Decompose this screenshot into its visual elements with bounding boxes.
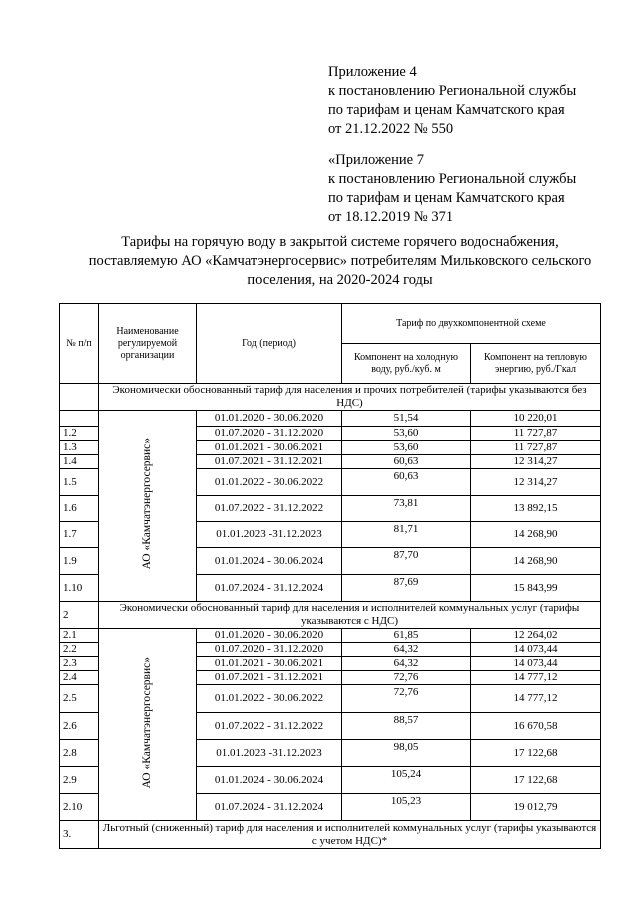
row-cold-value: 64,32 xyxy=(342,643,471,657)
section-num: 2 xyxy=(60,602,99,629)
section-num xyxy=(60,384,99,411)
row-cold-value: 60,63 xyxy=(342,469,471,496)
appendix-line: к постановлению Региональной службы xyxy=(328,171,577,187)
section-title: Экономически обоснованный тариф для населения и прочих потребителей (тарифы указываются без НДС) xyxy=(99,384,601,411)
row-heat-value: 17 122,68 xyxy=(471,767,601,794)
row-cold-value: 53,60 xyxy=(342,441,471,455)
header-org: Наименование регулируемой организации xyxy=(99,304,197,384)
row-period: 01.01.2020 - 30.06.2020 xyxy=(197,411,342,427)
title-line: поселения, на 2020-2024 годы xyxy=(247,272,433,288)
row-cold-value: 51,54 xyxy=(342,411,471,427)
appendix-line: «Приложение 7 xyxy=(328,152,424,168)
row-period: 01.07.2021 - 31.12.2021 xyxy=(197,455,342,469)
org-cell xyxy=(99,629,197,821)
row-period: 01.01.2024 - 30.06.2024 xyxy=(197,767,342,794)
row-num: 1.3 xyxy=(60,441,99,455)
row-cold-value: 105,23 xyxy=(342,794,471,821)
row-heat-value: 14 073,44 xyxy=(471,657,601,671)
row-period: 01.07.2024 - 31.12.2024 xyxy=(197,794,342,821)
row-period: 01.07.2024 - 31.12.2024 xyxy=(197,575,342,602)
row-period: 01.01.2021 - 30.06.2021 xyxy=(197,657,342,671)
table-row xyxy=(60,411,601,427)
row-heat-value: 14 268,90 xyxy=(471,522,601,548)
row-num: 2.9 xyxy=(60,767,99,794)
row-heat-value: 16 670,58 xyxy=(471,713,601,740)
row-heat-value: 10 220,01 xyxy=(471,411,601,427)
org-name: АО «Камчатэнергосервис» xyxy=(141,438,153,570)
header-tariff-group: Тариф по двухкомпонентной схеме xyxy=(342,304,601,344)
row-period: 01.07.2021 - 31.12.2021 xyxy=(197,671,342,685)
tariff-table xyxy=(59,303,601,849)
row-num: 1.2 xyxy=(60,427,99,441)
section-title: Льготный (сниженный) тариф для населения и исполнителей коммунальных услуг (тарифы указываются с учетом НДС)* xyxy=(99,821,601,849)
row-heat-value: 14 268,90 xyxy=(471,548,601,575)
row-cold-value: 88,57 xyxy=(342,713,471,740)
section-title: Экономически обоснованный тариф для населения и исполнителей коммунальных услуг (тарифы указываются с НДС) xyxy=(99,602,601,629)
section-row xyxy=(60,384,601,411)
row-num: 2.3 xyxy=(60,657,99,671)
row-num xyxy=(60,411,99,427)
row-cold-value: 81,71 xyxy=(342,522,471,548)
row-period: 01.01.2022 - 30.06.2022 xyxy=(197,685,342,713)
row-num: 1.10 xyxy=(60,575,99,602)
row-cold-value: 64,32 xyxy=(342,657,471,671)
row-num: 2.10 xyxy=(60,794,99,821)
title-line: Тарифы на горячую воду в закрытой системе горячего водоснабжения, xyxy=(121,234,559,250)
row-num: 1.9 xyxy=(60,548,99,575)
row-num: 2.5 xyxy=(60,685,99,713)
row-cold-value: 105,24 xyxy=(342,767,471,794)
row-heat-value: 17 122,68 xyxy=(471,740,601,767)
row-num: 2.2 xyxy=(60,643,99,657)
row-period: 01.01.2021 - 30.06.2021 xyxy=(197,441,342,455)
appendix-line: от 18.12.2019 № 371 xyxy=(328,209,454,225)
row-cold-value: 87,70 xyxy=(342,548,471,575)
header-heat-energy: Компонент на тепловую энергию, руб./Гкал xyxy=(471,344,601,384)
row-cold-value: 61,85 xyxy=(342,629,471,643)
row-period: 01.01.2022 - 30.06.2022 xyxy=(197,469,342,496)
row-heat-value: 12 314,27 xyxy=(471,469,601,496)
row-heat-value: 15 843,99 xyxy=(471,575,601,602)
row-heat-value: 13 892,15 xyxy=(471,496,601,522)
row-num: 2.4 xyxy=(60,671,99,685)
appendix-line: к постановлению Региональной службы xyxy=(328,83,577,99)
row-heat-value: 19 012,79 xyxy=(471,794,601,821)
table-header xyxy=(60,304,601,384)
appendix-current xyxy=(328,63,633,139)
section-row xyxy=(60,602,601,629)
row-cold-value: 72,76 xyxy=(342,685,471,713)
appendix-line: по тарифам и ценам Камчатского края xyxy=(328,190,565,206)
org-cell xyxy=(99,411,197,602)
appendix-line: от 21.12.2022 № 550 xyxy=(328,121,454,137)
row-heat-value: 14 073,44 xyxy=(471,643,601,657)
row-period: 01.01.2020 - 30.06.2020 xyxy=(197,629,342,643)
document-title xyxy=(40,233,640,290)
table-row xyxy=(60,629,601,643)
table-body xyxy=(60,384,601,849)
appendix-line: по тарифам и ценам Камчатского края xyxy=(328,102,565,118)
row-num: 2.6 xyxy=(60,713,99,740)
row-period: 01.07.2022 - 31.12.2022 xyxy=(197,713,342,740)
row-num: 2.8 xyxy=(60,740,99,767)
row-period: 01.07.2020 - 31.12.2020 xyxy=(197,643,342,657)
row-period: 01.01.2023 -31.12.2023 xyxy=(197,740,342,767)
header-num: № п/п xyxy=(60,304,99,384)
header-cold-water: Компонент на холодную воду, руб./куб. м xyxy=(342,344,471,384)
row-num: 1.5 xyxy=(60,469,99,496)
row-cold-value: 72,76 xyxy=(342,671,471,685)
header-period: Год (период) xyxy=(197,304,342,384)
row-heat-value: 14 777,12 xyxy=(471,671,601,685)
row-period: 01.07.2020 - 31.12.2020 xyxy=(197,427,342,441)
row-heat-value: 11 727,87 xyxy=(471,427,601,441)
section-row xyxy=(60,821,601,849)
row-heat-value: 12 264,02 xyxy=(471,629,601,643)
row-num: 1.6 xyxy=(60,496,99,522)
row-cold-value: 73,81 xyxy=(342,496,471,522)
row-period: 01.07.2022 - 31.12.2022 xyxy=(197,496,342,522)
row-cold-value: 60,63 xyxy=(342,455,471,469)
row-cold-value: 87,69 xyxy=(342,575,471,602)
row-num: 1.4 xyxy=(60,455,99,469)
section-num: 3. xyxy=(60,821,99,849)
row-num: 1.7 xyxy=(60,522,99,548)
org-name: АО «Камчатэнергосервис» xyxy=(141,656,153,789)
row-period: 01.01.2023 -31.12.2023 xyxy=(197,522,342,548)
row-heat-value: 12 314,27 xyxy=(471,455,601,469)
row-heat-value: 11 727,87 xyxy=(471,441,601,455)
row-cold-value: 53,60 xyxy=(342,427,471,441)
row-cold-value: 98,05 xyxy=(342,740,471,767)
appendix-line: Приложение 4 xyxy=(328,64,417,80)
appendix-original xyxy=(328,151,633,227)
row-num: 2.1 xyxy=(60,629,99,643)
title-line: поставляемую АО «Камчатэнергосервис» потребителям Мильковского сельского xyxy=(88,253,592,269)
row-heat-value: 14 777,12 xyxy=(471,685,601,713)
row-period: 01.01.2024 - 30.06.2024 xyxy=(197,548,342,575)
